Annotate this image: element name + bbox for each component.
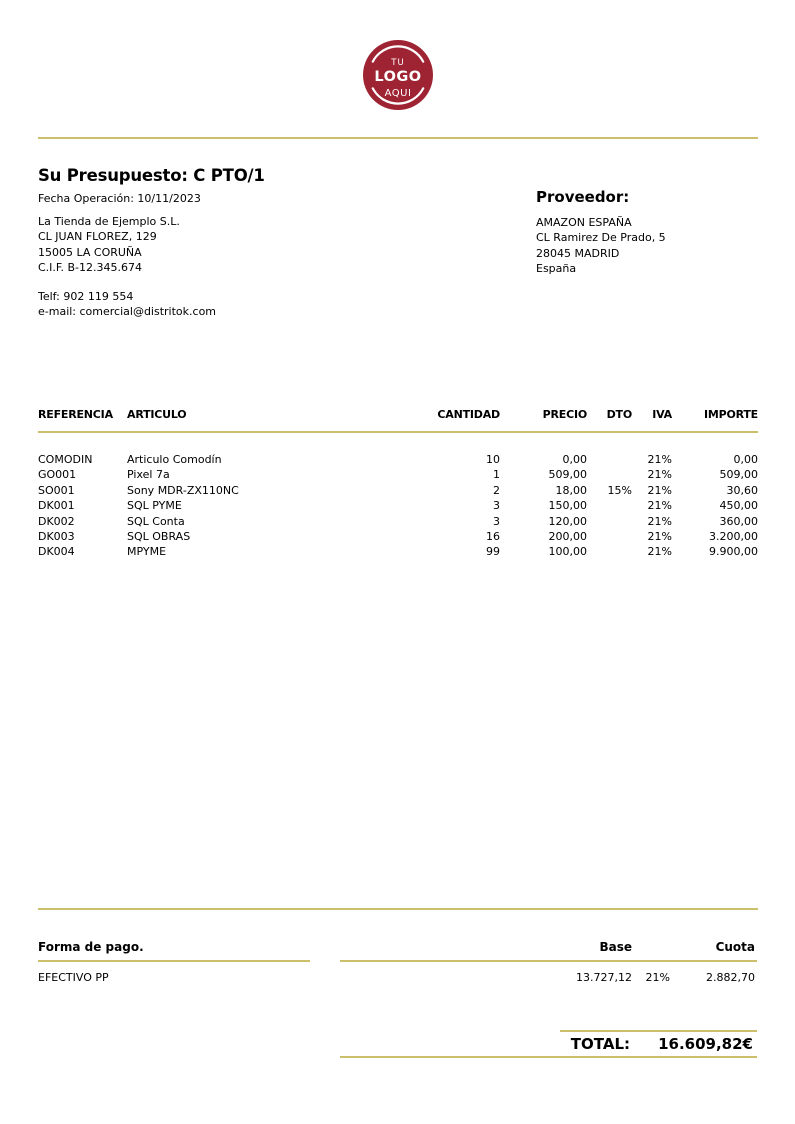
cell-articulo: SQL PYME [127, 499, 182, 513]
cell-precio: 509,00 [548, 468, 587, 482]
cell-iva: 21% [647, 514, 672, 528]
cell-referencia: DK001 [38, 499, 75, 513]
logo-word-bottom: AQUI [384, 88, 412, 99]
cell-dto [587, 498, 632, 513]
cell-dto: 15% [607, 483, 632, 497]
page-title: Su Presupuesto: C PTO/1 [38, 166, 265, 185]
total-top-rule [560, 1030, 757, 1032]
tax-table-header [340, 940, 755, 954]
provider-address-block [536, 215, 666, 277]
col-header-dto: DTO [606, 408, 632, 421]
cell-dto [587, 514, 632, 529]
company-contact-block [38, 289, 216, 320]
cell-articulo: SQL Conta [127, 514, 185, 528]
company-cif: C.I.F. B-12.345.674 [38, 261, 142, 275]
table-row [38, 498, 758, 513]
provider-country: España [536, 262, 577, 276]
col-header-cantidad: CANTIDAD [437, 408, 500, 421]
cell-iva: 21% [647, 468, 672, 482]
cell-importe: 509,00 [719, 468, 758, 482]
cell-precio: 100,00 [548, 545, 587, 559]
cell-referencia: SO001 [38, 483, 75, 497]
cell-importe: 360,00 [719, 514, 758, 528]
provider-name: AMAZON ESPAÑA [536, 216, 632, 229]
col-header-iva: IVA [652, 408, 672, 421]
provider-city: 28045 MADRID [536, 246, 620, 260]
provider-street: CL Ramirez De Prado, 5 [536, 231, 666, 245]
tu-logo-aqui-icon [363, 40, 433, 110]
cell-precio: 18,00 [555, 483, 587, 497]
company-address-block [38, 214, 180, 276]
col-header-precio: PRECIO [542, 408, 587, 421]
tax-row [340, 971, 755, 984]
cell-referencia: DK003 [38, 530, 75, 544]
payment-heading-underline [38, 960, 310, 962]
logo-word-main: LOGO [374, 69, 422, 85]
base-column-header: Base [599, 940, 632, 954]
table-header-divider [38, 431, 758, 433]
tax-base-value: 13.727,12 [576, 971, 632, 984]
cell-iva: 21% [647, 453, 672, 466]
top-divider [38, 137, 758, 139]
cell-referencia: DK004 [38, 545, 75, 559]
cell-articulo: Articulo Comodín [127, 453, 222, 466]
tax-iva-rate: 21% [645, 971, 670, 984]
cell-iva: 21% [647, 483, 672, 497]
footer-divider [38, 908, 758, 910]
tax-header-underline [340, 960, 757, 962]
cell-importe: 9.900,00 [709, 545, 758, 559]
table-row [38, 514, 758, 529]
cell-cantidad: 99 [486, 545, 500, 559]
cell-precio: 120,00 [548, 514, 587, 528]
cell-referencia: GO001 [38, 468, 77, 482]
cell-cantidad: 10 [486, 453, 500, 466]
items-table-header [38, 408, 758, 421]
cell-referencia: DK002 [38, 514, 75, 528]
company-city: 15005 LA CORUÑA [38, 245, 142, 259]
cell-articulo: MPYME [127, 545, 167, 559]
company-name: La Tienda de Ejemplo S.L. [38, 215, 180, 228]
tax-cuota-value: 2.882,70 [706, 971, 755, 984]
cell-dto [587, 544, 632, 559]
table-row [38, 544, 758, 559]
cell-dto [587, 529, 632, 544]
table-row [38, 483, 758, 498]
company-phone: Telf: 902 119 554 [38, 290, 134, 303]
operation-date: Fecha Operación: 10/11/2023 [38, 192, 201, 205]
cell-importe: 450,00 [719, 499, 758, 513]
logo-word-top: TU [391, 58, 405, 68]
cuota-column-header: Cuota [715, 940, 755, 954]
payment-heading: Forma de pago. [38, 940, 144, 954]
cell-dto [587, 467, 632, 482]
cell-articulo: Sony MDR-ZX110NC [127, 483, 239, 497]
company-logo [363, 40, 433, 110]
cell-cantidad: 16 [486, 530, 500, 544]
cell-cantidad: 1 [493, 468, 500, 482]
table-row [38, 529, 758, 544]
cell-iva: 21% [647, 499, 672, 513]
cell-articulo: Pixel 7a [127, 468, 170, 482]
cell-cantidad: 3 [493, 514, 500, 528]
cell-precio: 200,00 [548, 530, 587, 544]
total-value: 16.609,82€ [658, 1035, 753, 1053]
cell-articulo: SQL OBRAS [127, 530, 191, 544]
payment-method: EFECTIVO PP [38, 971, 109, 984]
cell-importe: 30,60 [726, 483, 758, 497]
col-header-articulo: ARTICULO [127, 408, 187, 421]
total-bottom-rule [340, 1056, 757, 1058]
cell-iva: 21% [647, 545, 672, 559]
cell-referencia: COMODIN [38, 453, 93, 466]
company-street: CL JUAN FLOREZ, 129 [38, 230, 157, 244]
cell-cantidad: 3 [493, 499, 500, 513]
col-header-importe: IMPORTE [703, 408, 758, 421]
table-row [38, 467, 758, 482]
cell-dto [587, 452, 632, 467]
items-table [38, 452, 758, 560]
cell-importe: 3.200,00 [709, 530, 758, 544]
company-email: e-mail: comercial@distritok.com [38, 305, 217, 319]
table-row [38, 452, 758, 467]
cell-cantidad: 2 [493, 483, 500, 497]
provider-heading: Proveedor: [536, 188, 630, 206]
total-row [340, 1035, 753, 1053]
cell-precio: 0,00 [562, 453, 587, 466]
cell-importe: 0,00 [733, 453, 758, 466]
cell-precio: 150,00 [548, 499, 587, 513]
cell-iva: 21% [647, 530, 672, 544]
col-header-referencia: REFERENCIA [38, 408, 113, 421]
total-label: TOTAL: [570, 1035, 630, 1053]
